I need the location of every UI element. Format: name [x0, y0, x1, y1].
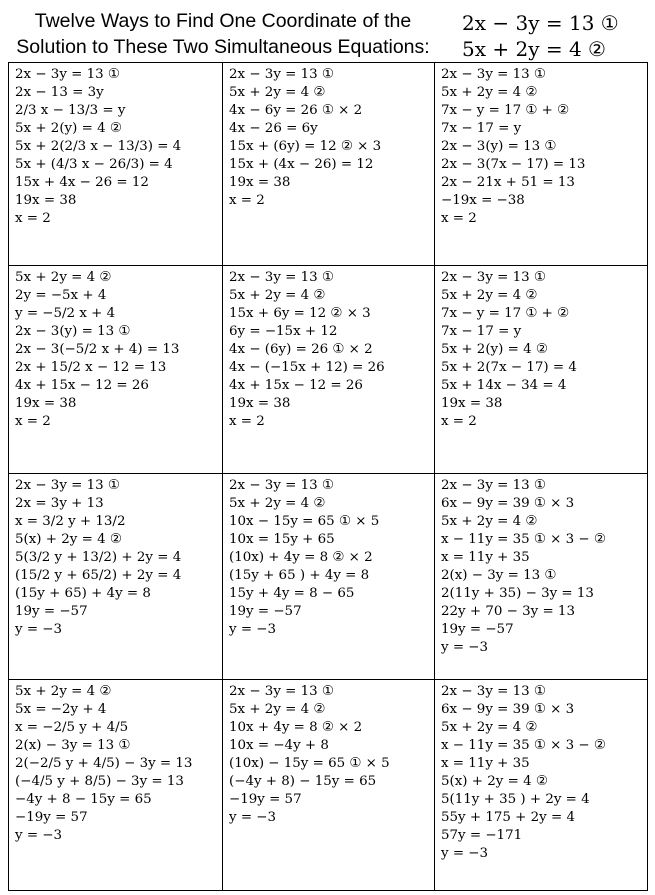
- solution-step: (15y + 65 ) + 4y = 8: [229, 568, 370, 583]
- solution-step: (−4/5 y + 8/5) − 3y = 13: [15, 774, 184, 789]
- solution-step: 4x + 15x − 12 = 26: [15, 378, 149, 393]
- solution-step: 19x = 38: [229, 175, 291, 190]
- solution-step: 5(3/2 y + 13/2) + 2y = 4: [15, 550, 182, 565]
- solution-step: 7x − 17 = y: [441, 324, 522, 339]
- solution-step: 10x = 15y + 65: [229, 532, 335, 547]
- method-cell: [223, 266, 435, 474]
- solution-step: x = −2/5 y + 4/5: [15, 720, 129, 735]
- method-cell: [435, 680, 648, 891]
- solution-step: (10x) + 4y = 8 ② × 2: [229, 550, 373, 565]
- method-cell: [223, 474, 435, 680]
- solution-step: 19x = 38: [15, 193, 77, 208]
- title-line-2: Solution to These Two Simultaneous Equations:: [16, 36, 430, 58]
- method-cell: [223, 680, 435, 891]
- solution-step: 5x + 2y = 4 ②: [441, 288, 538, 303]
- solution-step: 5x + 2y = 4 ②: [441, 514, 538, 529]
- solution-step: y = −5/2 x + 4: [15, 306, 116, 321]
- solution-step: −19y = 57: [229, 792, 302, 807]
- solution-step: 2x − 3y = 13 ①: [441, 684, 546, 699]
- solution-step: 19x = 38: [15, 396, 77, 411]
- method-cell: [435, 266, 648, 474]
- solution-step: 2x − 3y = 13 ①: [441, 67, 546, 82]
- solution-step: 2x − 3(y) = 13 ①: [15, 324, 131, 339]
- method-cell: [9, 266, 223, 474]
- solution-step: x − 11y = 35 ① × 3 − ②: [441, 738, 606, 753]
- solution-step: 22y + 70 − 3y = 13: [441, 604, 575, 619]
- solution-step: −4y + 8 − 15y = 65: [15, 792, 152, 807]
- solution-step: 15x + 6y = 12 ② × 3: [229, 306, 371, 321]
- solution-step: y = −3: [441, 846, 489, 861]
- solution-step: x − 11y = 35 ① × 3 − ②: [441, 532, 606, 547]
- solution-step: 7x − y = 17 ① + ②: [441, 103, 570, 118]
- solution-step: 19x = 38: [229, 396, 291, 411]
- method-cell: [9, 474, 223, 680]
- solution-step: 2x − 3y = 13 ①: [441, 478, 546, 493]
- solution-step: y = −3: [441, 640, 489, 655]
- solution-step: y = −3: [15, 622, 63, 637]
- grid-row: [9, 266, 648, 474]
- solution-step: 5x + 2y = 4 ②: [441, 85, 538, 100]
- solution-step: 2x − 3y = 13 ①: [229, 478, 334, 493]
- solution-step: 5x + 2(y) = 4 ②: [441, 342, 548, 357]
- equation-2: 5x + 2y = 4 ②: [462, 37, 606, 61]
- solution-step: 10x − 15y = 65 ① × 5: [229, 514, 380, 529]
- solution-step: 5x = −2y + 4: [15, 702, 107, 717]
- solution-step: 5x + 2(y) = 4 ②: [15, 121, 122, 136]
- solution-step: x = 11y + 35: [441, 550, 530, 565]
- method-cell: [223, 63, 435, 266]
- solution-step: 5x + 2y = 4 ②: [229, 702, 326, 717]
- solution-step: 15x + (6y) = 12 ② × 3: [229, 139, 382, 154]
- solution-step: 2x − 13 = 3y: [15, 85, 104, 100]
- solution-step: y = −3: [229, 622, 277, 637]
- solution-step: 4x − (−15x + 12) = 26: [229, 360, 385, 375]
- grid-row: [9, 474, 648, 680]
- solution-step: x = 2: [441, 211, 477, 226]
- methods-grid: [8, 62, 648, 891]
- solution-step: x = 2: [15, 414, 51, 429]
- solution-step: 2x − 3y = 13 ①: [229, 684, 334, 699]
- solution-step: 2x − 3y = 13 ①: [229, 270, 334, 285]
- solution-step: 15y + 4y = 8 − 65: [229, 586, 355, 601]
- solution-step: 5(x) + 2y = 4 ②: [15, 532, 122, 547]
- solution-step: x = 3/2 y + 13/2: [15, 514, 126, 529]
- solution-step: 15x + (4x − 26) = 12: [229, 157, 374, 172]
- method-cell: [9, 63, 223, 266]
- solution-step: 19y = −57: [15, 604, 88, 619]
- solution-step: 10x + 4y = 8 ② × 2: [229, 720, 363, 735]
- solution-step: 6y = −15x + 12: [229, 324, 338, 339]
- solution-step: 2(11y + 35) − 3y = 13: [441, 586, 594, 601]
- solution-step: 2x − 3y = 13 ①: [15, 67, 120, 82]
- solution-step: 2/3 x − 13/3 = y: [15, 103, 126, 118]
- worksheet-header: [6, 2, 649, 60]
- solution-step: −19x = −38: [441, 193, 525, 208]
- equation-1: 2x − 3y = 13 ①: [462, 11, 619, 35]
- solution-step: 19y = −57: [441, 622, 514, 637]
- solution-step: 5x + 2y = 4 ②: [15, 270, 112, 285]
- solution-step: 5x + 2y = 4 ②: [441, 720, 538, 735]
- solution-step: 2(x) − 3y = 13 ①: [441, 568, 557, 583]
- grid-row: [9, 680, 648, 891]
- solution-step: 5x + 2(7x − 17) = 4: [441, 360, 577, 375]
- solution-step: 19y = −57: [229, 604, 302, 619]
- solution-step: 2x + 15/2 x − 12 = 13: [15, 360, 167, 375]
- solution-step: 10x = −4y + 8: [229, 738, 329, 753]
- solution-step: 5x + 14x − 34 = 4: [441, 378, 567, 393]
- solution-step: 15x + 4x − 26 = 12: [15, 175, 149, 190]
- solution-step: 2x − 3(y) = 13 ①: [441, 139, 557, 154]
- solution-step: 6x − 9y = 39 ① × 3: [441, 496, 575, 511]
- solution-step: 5(x) + 2y = 4 ②: [441, 774, 548, 789]
- solution-step: 5x + 2y = 4 ②: [229, 85, 326, 100]
- solution-step: 4x − 26 = 6y: [229, 121, 318, 136]
- solution-step: (−4y + 8) − 15y = 65: [229, 774, 377, 789]
- solution-step: 2x − 3(7x − 17) = 13: [441, 157, 586, 172]
- solution-step: x = 2: [229, 414, 265, 429]
- solution-step: x = 2: [229, 193, 265, 208]
- solution-step: y = −3: [229, 810, 277, 825]
- solution-step: 4x − 6y = 26 ① × 2: [229, 103, 363, 118]
- solution-step: 5x + 2y = 4 ②: [15, 684, 112, 699]
- solution-step: 2(−2/5 y + 4/5) − 3y = 13: [15, 756, 193, 771]
- solution-step: 4x − (6y) = 26 ① × 2: [229, 342, 373, 357]
- solution-step: 7x − y = 17 ① + ②: [441, 306, 570, 321]
- solution-step: 4x + 15x − 12 = 26: [229, 378, 363, 393]
- solution-step: 5x + 2y = 4 ②: [229, 496, 326, 511]
- solution-step: 2x − 3y = 13 ①: [229, 67, 334, 82]
- solution-step: 2x = 3y + 13: [15, 496, 104, 511]
- solution-step: 55y + 175 + 2y = 4: [441, 810, 575, 825]
- solution-step: (10x) − 15y = 65 ① × 5: [229, 756, 390, 771]
- solution-step: 6x − 9y = 39 ① × 3: [441, 702, 575, 717]
- solution-step: 5x + 2(2/3 x − 13/3) = 4: [15, 139, 182, 154]
- solution-step: (15/2 y + 65/2) + 2y = 4: [15, 568, 182, 583]
- solution-step: 2x − 3y = 13 ①: [441, 270, 546, 285]
- solution-step: −19y = 57: [15, 810, 88, 825]
- solution-step: x = 2: [15, 211, 51, 226]
- solution-step: 5x + (4/3 x − 26/3) = 4: [15, 157, 173, 172]
- solution-step: x = 2: [441, 414, 477, 429]
- solution-step: 2y = −5x + 4: [15, 288, 107, 303]
- solution-step: 2(x) − 3y = 13 ①: [15, 738, 131, 753]
- method-cell: [435, 63, 648, 266]
- method-cell: [9, 680, 223, 891]
- solution-step: 2x − 21x + 51 = 13: [441, 175, 575, 190]
- method-cell: [435, 474, 648, 680]
- solution-step: y = −3: [15, 828, 63, 843]
- solution-step: 19x = 38: [441, 396, 503, 411]
- solution-step: 7x − 17 = y: [441, 121, 522, 136]
- solution-step: 5(11y + 35 ) + 2y = 4: [441, 792, 590, 807]
- title-line-1: Twelve Ways to Find One Coordinate of the: [34, 10, 412, 32]
- solution-step: 2x − 3y = 13 ①: [15, 478, 120, 493]
- solution-step: 5x + 2y = 4 ②: [229, 288, 326, 303]
- solution-step: 2x − 3(−5/2 x + 4) = 13: [15, 342, 180, 357]
- grid-row: [9, 63, 648, 266]
- solution-step: x = 11y + 35: [441, 756, 530, 771]
- solution-step: 57y = −171: [441, 828, 523, 843]
- worksheet-title: [14, 8, 432, 60]
- solution-step: (15y + 65) + 4y = 8: [15, 586, 151, 601]
